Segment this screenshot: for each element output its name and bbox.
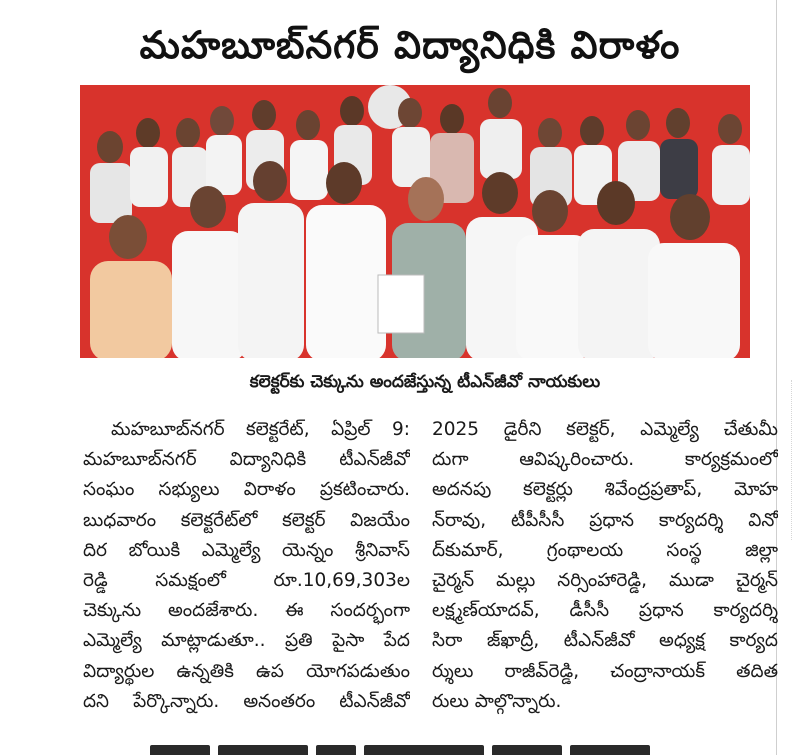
photo-caption: కలెక్టర్‌కు చెక్కును అందజేస్తున్న టీఎన్‌జీవో నాయకులు xyxy=(180,365,670,399)
group-photo-illustration xyxy=(80,85,750,358)
article-line: దిర బోయికి ఎమ్మెల్యే యెన్నం శ్రీనివాస్ xyxy=(83,539,410,561)
article-column-left xyxy=(83,415,410,717)
article-line: మహబూబ్‌నగర్ విద్యానిధికి టీఎన్‌జీవో xyxy=(83,449,410,471)
article-line: దుగా ఆవిష్కరించారు. కార్యక్రమంలో xyxy=(432,449,778,471)
article-line: అదనపు కలెక్టర్లు శివేంద్రప్రతాప్, మోహ xyxy=(432,479,778,501)
article-line: రెడ్డి సమక్షంలో రూ.10,69,303ల xyxy=(83,570,410,592)
article-line: ర్శులు రాజీవ్‌రెడ్డి, చంద్రానాయక్ తదిత xyxy=(432,660,778,682)
headline: మహబూబ్‌నగర్ విద్యానిధికి విరాళం xyxy=(139,23,681,67)
article-line: మహబూబ్‌నగర్ కలెక్టరేట్, ఏప్రిల్ 9: xyxy=(111,419,410,440)
article-line: చైర్మన్ మల్లు నర్సింహారెడ్డి, ముడా చైర్మన్ xyxy=(432,570,778,592)
article-line: ఎమ్మెల్యే మాట్లాడుతూ.. ప్రతి పైసా పేద xyxy=(83,630,410,652)
article-line: ద్‌కుమార్, గ్రంథాలయ సంస్థ జిల్లా xyxy=(432,539,778,561)
next-headline-cutoff xyxy=(150,744,670,755)
cheque-icon xyxy=(378,275,424,333)
article-line: దని పేర్కొన్నారు. అనంతరం టీఎన్‌జీవో xyxy=(83,690,410,712)
article-line: బుధవారం కలెక్టరేట్‌లో కలెక్టర్ విజయేం xyxy=(83,509,410,531)
article-line: చెక్కును అందజేశారు. ఈ సందర్భంగా xyxy=(83,600,410,622)
article-column-right xyxy=(432,415,778,717)
article-line: న్‌రావు, టీపీసీసీ ప్రధాన కార్యదర్శి వినో xyxy=(432,509,778,531)
article-line: లక్ష్మణ్‌యాదవ్, డీసీసీ ప్రధాన కార్యదర్శి xyxy=(432,600,778,622)
article-line: రులు పాల్గొన్నారు. xyxy=(432,690,562,712)
group-photo xyxy=(80,85,750,358)
article-line: 2025 డైరీని కలెక్టర్, ఎమ్మెల్యే చేతుమీ xyxy=(432,419,778,440)
article-line: సంఘం సభ్యులు విరాళం ప్రకటించారు. xyxy=(83,479,410,501)
article-line: సిరా జ్‌ఖాద్రీ, టీఎన్‌జీవో అధ్యక్ష కార్యద xyxy=(432,630,778,652)
margin-marks xyxy=(791,380,798,540)
article-line: విద్యార్థుల ఉన్నతికి ఉప యోగపడుతుం xyxy=(83,660,410,682)
